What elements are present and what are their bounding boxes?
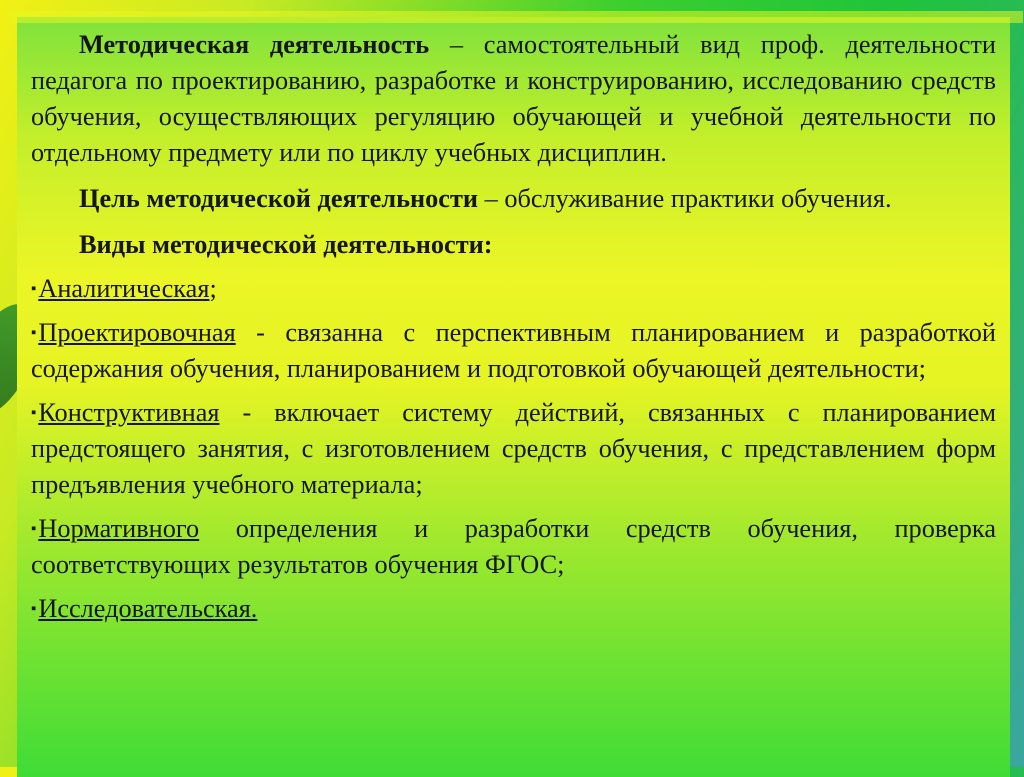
type-description: ; (209, 274, 217, 303)
type-name: Проектировочная (38, 318, 236, 347)
content-panel (17, 17, 1010, 777)
bullet-icon: ▪ (31, 601, 37, 617)
type-item-normative (31, 511, 996, 583)
definition-paragraph (31, 27, 996, 171)
goal-text: – обслуживание практики обучения. (478, 184, 892, 213)
type-name: Конструктивная (38, 398, 220, 427)
definition-term: Методическая деятельность (79, 30, 430, 59)
type-description: - включает систему действий, связанных с планированием предстоящего занятия, с изготовлением средств обучения, с представлением форм предъявления учебного материала; (31, 398, 996, 499)
type-description: определения и разработки средств обучения, проверка соответствующих результатов обучения ФГОС; (31, 514, 996, 579)
types-heading (31, 227, 996, 263)
definition-text: – самостоятельный вид проф. деятельности педагога по проектированию, разработке и конструированию, исследованию средств обучения, осуществляющих регуляцию обучающей и учебной деятельности по отдельному предмету или по циклу учебных дисциплин. (31, 30, 996, 167)
type-item-analytical (31, 271, 996, 307)
goal-paragraph (31, 181, 996, 217)
goal-term: Цель методической деятельности (79, 184, 479, 213)
type-item-constructive (31, 395, 996, 503)
type-item-research (31, 591, 996, 627)
type-name: Аналитическая (38, 274, 210, 303)
types-heading-text: Виды методической деятельности: (79, 230, 493, 259)
type-description: - связанна с перспективным планированием и разработкой содержания обучения, планированием и подготовкой обучающей деятельности; (31, 318, 996, 383)
bullet-icon: ▪ (31, 405, 37, 421)
bullet-icon: ▪ (31, 521, 37, 537)
type-item-design (31, 315, 996, 387)
type-name: Нормативного (38, 514, 200, 543)
bullet-icon: ▪ (31, 281, 37, 297)
type-name: Исследовательская. (38, 594, 258, 623)
bullet-icon: ▪ (31, 325, 37, 341)
